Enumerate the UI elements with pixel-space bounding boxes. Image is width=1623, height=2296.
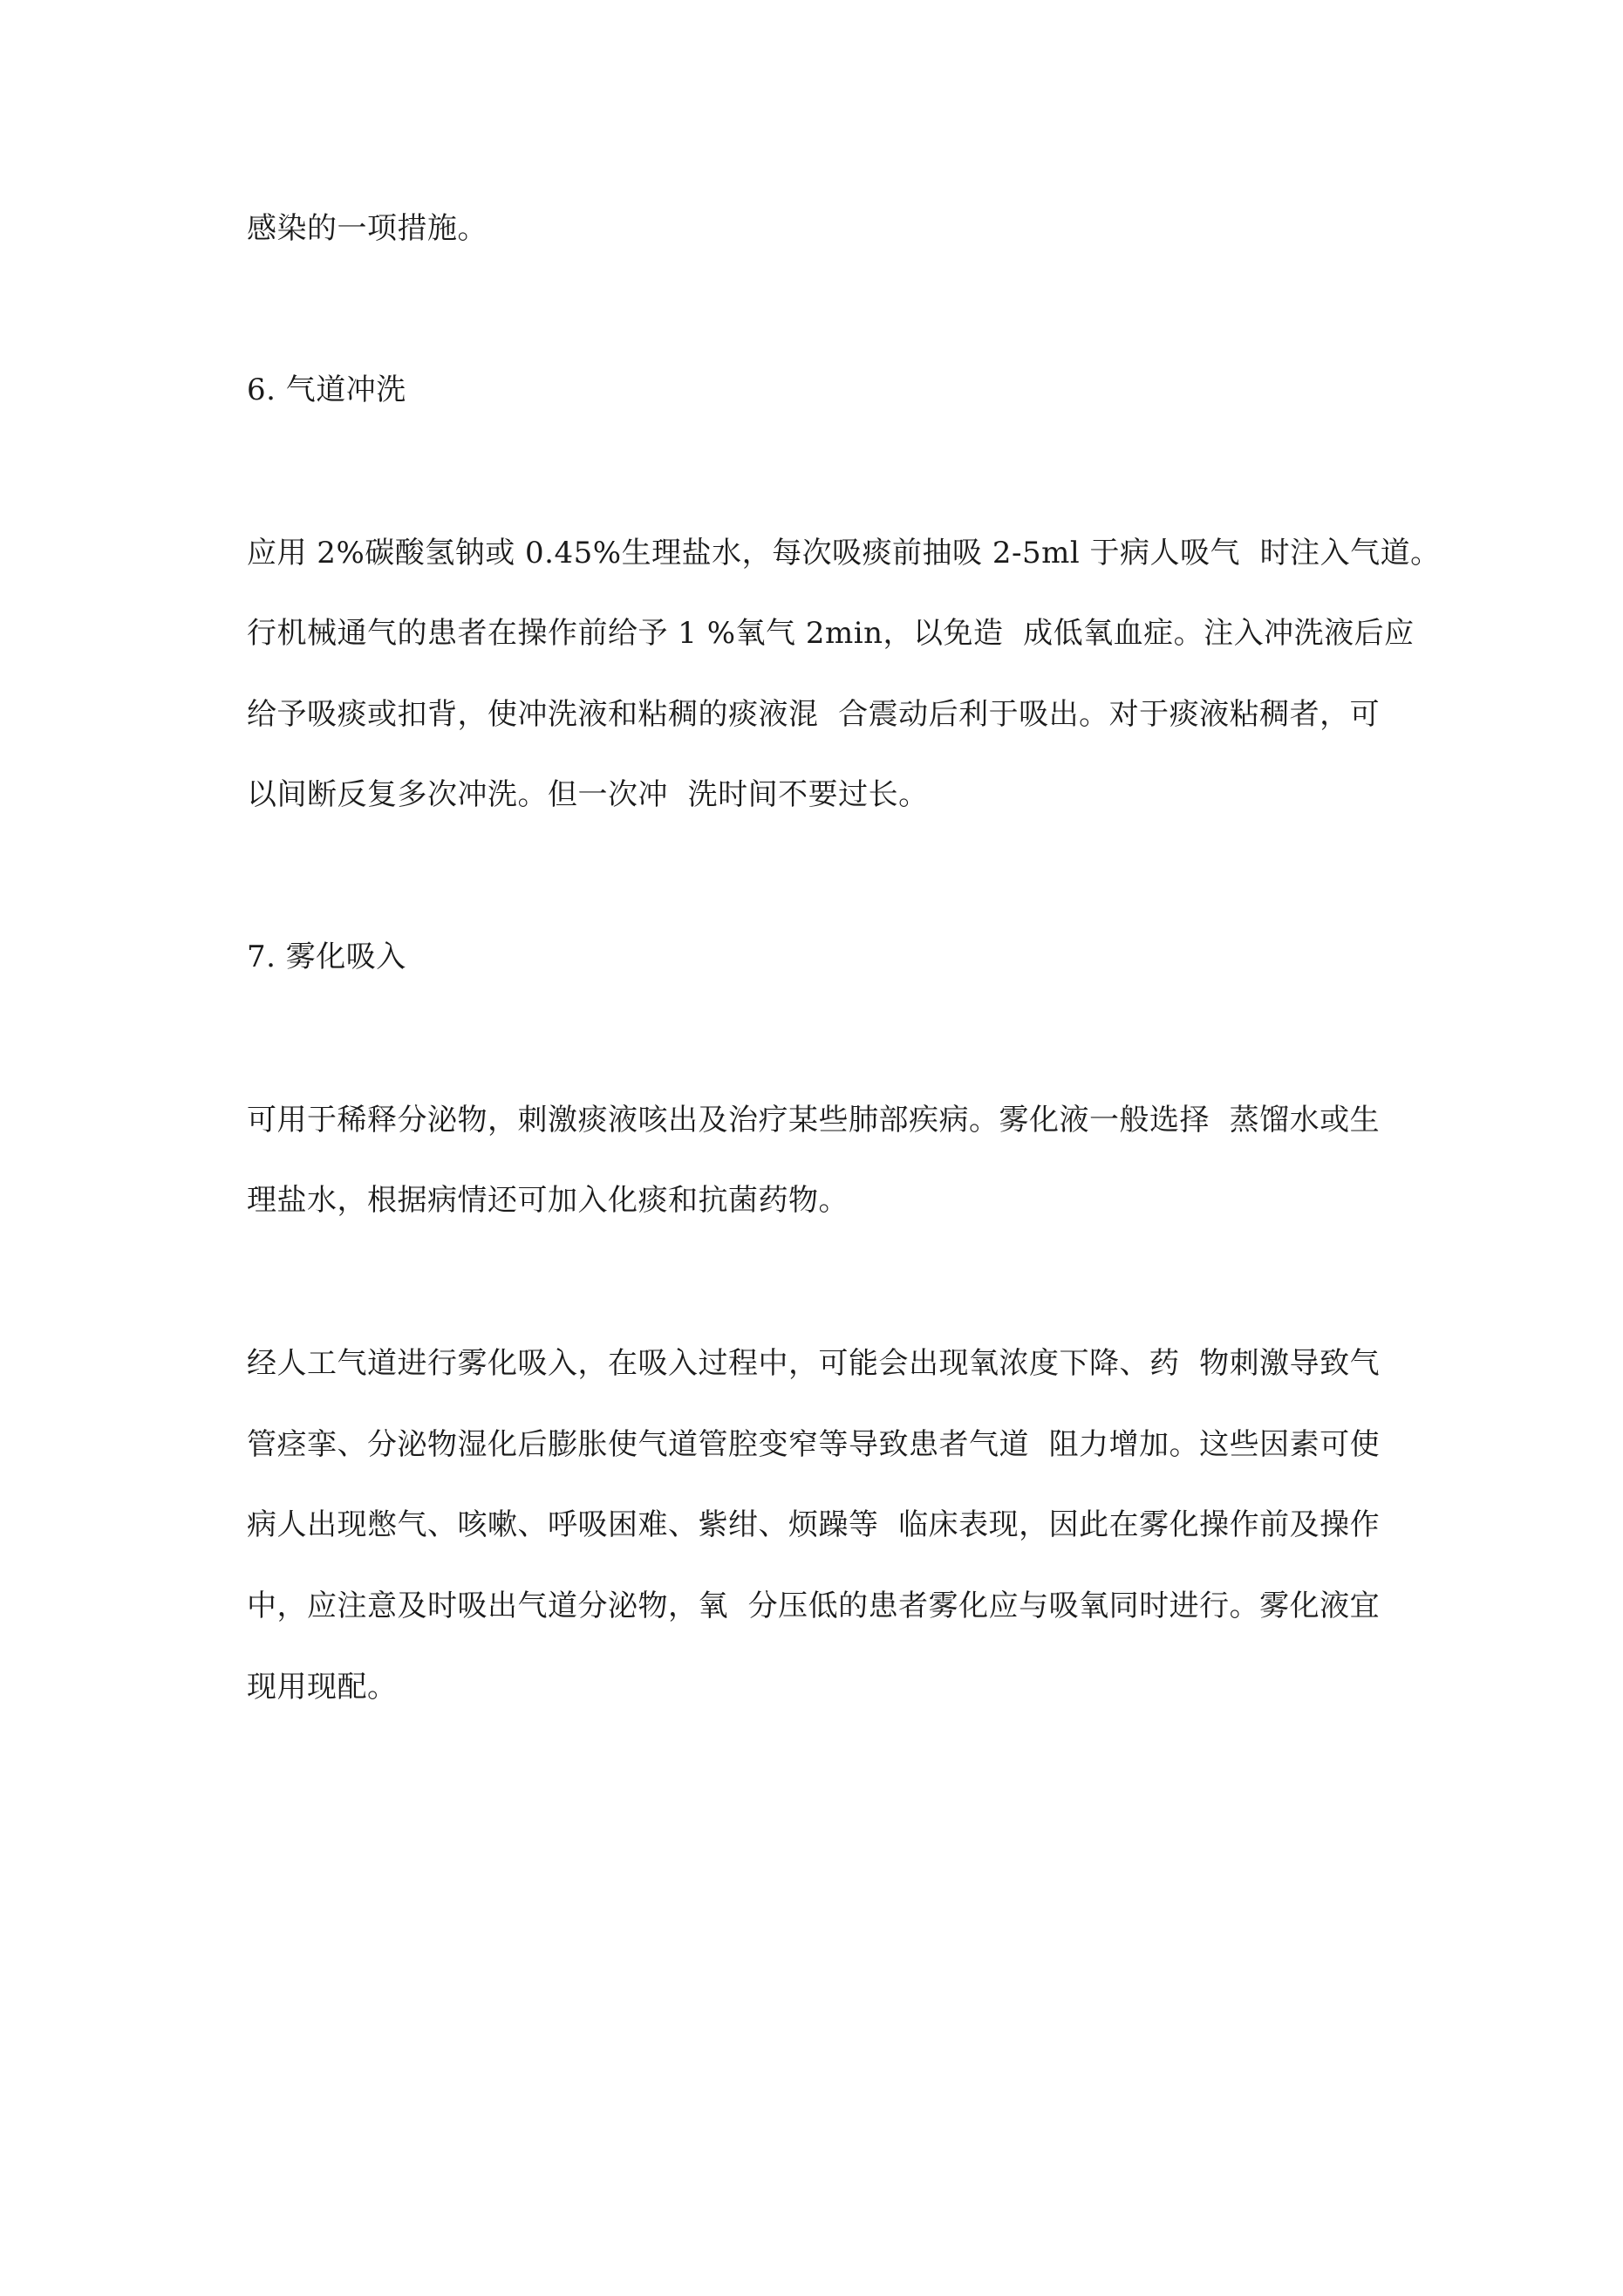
paragraph-irrigation-line-4: 以间断反复多次冲洗。但一次冲 洗时间不要过长。: [247, 777, 929, 812]
heading-nebulization: 7. 雾化吸入: [247, 940, 406, 974]
paragraph-irrigation-line-2: 行机械通气的患者在操作前给予 1 %氧气 2min，以免造 成低氧血症。注入冲洗液后应: [247, 616, 1415, 651]
paragraph-artificial-airway-line-3: 病人出现憋气、咳嗽、呼吸困难、紫绀、烦躁等 临床表现，因此在雾化操作前及操作: [247, 1507, 1381, 1542]
paragraph-irrigation-line-1: 应用 2%碳酸氢钠或 0.45%生理盐水，每次吸痰前抽吸 2-5ml 于病人吸气 时注入气道。: [247, 536, 1441, 571]
paragraph-artificial-airway-line-5: 现用现配。: [247, 1670, 398, 1705]
heading-airway-irrigation: 6. 气道冲洗: [247, 372, 406, 407]
paragraph-artificial-airway-line-1: 经人工气道进行雾化吸入，在吸入过程中，可能会出现氧浓度下降、药 物刺激导致气: [247, 1346, 1381, 1381]
paragraph-infection-measure-end: 感染的一项措施。: [247, 211, 488, 246]
paragraph-nebulization-line-1: 可用于稀释分泌物，刺激痰液咳出及治疗某些肺部疾病。雾化液一般选择 蒸馏水或生: [247, 1103, 1381, 1138]
paragraph-artificial-airway-line-4: 中，应注意及时吸出气道分泌物，氧 分压低的患者雾化应与吸氧同时进行。雾化液宜: [247, 1589, 1381, 1623]
paragraph-nebulization-line-2: 理盐水，根据病情还可加入化痰和抗菌药物。: [247, 1183, 849, 1218]
paragraph-irrigation-line-3: 给予吸痰或扣背，使冲洗液和粘稠的痰液混 合震动后利于吸出。对于痰液粘稠者，可: [247, 697, 1381, 732]
paragraph-artificial-airway-line-2: 管痉挛、分泌物湿化后膨胀使气道管腔变窄等导致患者气道 阻力增加。这些因素可使: [247, 1427, 1381, 1462]
